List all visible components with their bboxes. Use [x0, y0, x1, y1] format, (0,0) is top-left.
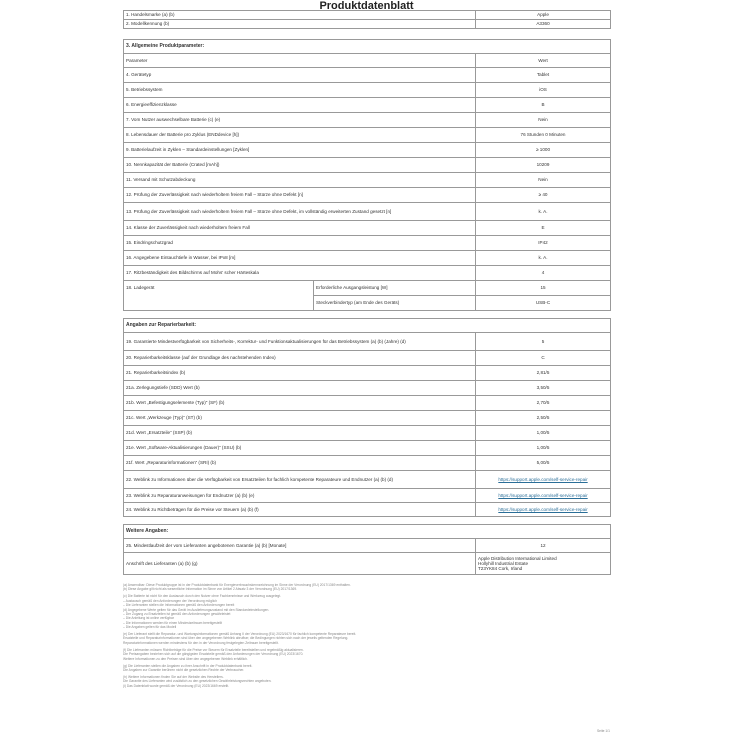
- row-label: 24. Weblink zu Richtbeträgen für die Preise vor Steuern (a) (b) (f): [124, 503, 476, 517]
- row-value: 1,00/5: [476, 426, 611, 441]
- row-label: 6. Energieeffizienzklasse: [124, 98, 476, 113]
- row-label: 21c. Wert „Werkzeuge (Typ)“ (ST) (b): [124, 411, 476, 426]
- footnotes: [123, 583, 610, 688]
- row-label: 11. Versand mit Schutzabdeckung: [124, 173, 476, 188]
- further-info-table: [123, 524, 611, 575]
- table-row: [124, 351, 611, 366]
- row-value: 4: [476, 266, 611, 281]
- footnote: (e) Der Lieferant stellt die Reparatur- und Wartungsinformationen gemäß Anhang II der Verordnung (EU) 2023/1670 für fachlich kompetente Reparateure bereit.: [123, 632, 357, 637]
- page-number: Seite 1/1: [596, 729, 610, 733]
- row-label: 20. Reparierbarkeitsklasse (auf der Grundlage des nachstehenden Index): [124, 351, 476, 366]
- section-header: [124, 525, 611, 539]
- row-label: 21f. Wert „Reparaturinformationen“ (SRI) (b): [124, 456, 476, 471]
- row-label: 21d. Wert „Ersatzteile“ (SSP) (b): [124, 426, 476, 441]
- footnote: (d) Angegebene Werte gelten für das Gerät im Auslieferungszustand mit den Standardeinstellungen.: [123, 607, 270, 612]
- row-label: 21a. Zerlegungstiefe (SDD) Wert (b): [124, 381, 476, 396]
- address-line: Hollyhill Industrial Estate: [478, 560, 529, 566]
- footnote: – Der Zugang zu Ersatzteilen ist gemäß den Anforderungen gewährleistet: [123, 611, 231, 616]
- footnote: – Die Informationen werden für einen Mindestzeitraum bereitgestellt: [123, 620, 222, 625]
- row-label: 21. Reparierbarkeitsindex (b): [124, 366, 476, 381]
- row-label: 14. Klasse der Zuverlässigkeit nach wiederholtem freiem Fall: [124, 221, 476, 236]
- table-row: [124, 221, 611, 236]
- charger-sub-label: Steckverbindertyp (am Ende des Geräts): [314, 296, 476, 311]
- footnote: (b) Diese Angabe gilt nicht als wesentliche Information im Sinne von Artikel 2 Absatz 3 der Verordnung (EU) 2017/1369.: [123, 587, 298, 592]
- row-label: 10. Nennkapazität der Batterie (Crated [mAh]): [124, 158, 476, 173]
- supplier-address: [476, 553, 611, 575]
- footnote: – Die Anleitung ist online verfügbar: [123, 616, 174, 621]
- footnote: Ersatzteile und Reparaturinformationen sind über den angegebenen Weblink abrufbar; die Bedingungen richten sich nach der jeweils geltenden Regelung.: [123, 636, 349, 641]
- table-row: [124, 113, 611, 128]
- charger-label: 18. Ladegerät: [124, 281, 314, 311]
- table-row: [124, 539, 611, 553]
- table-row: [124, 471, 611, 489]
- table-row: [124, 236, 611, 251]
- footnote: (f) Die Lieferanten müssen Richtbeträge für die Preise vor Steuern für Ersatzteile bereitstellen und regelmäßig aktualisieren.: [123, 647, 304, 652]
- row-value: Nein: [476, 173, 611, 188]
- section-title: Weitere Angaben:: [124, 525, 611, 539]
- table-row: [124, 251, 611, 266]
- footnote: Die Garantie des Lieferanten wird zusätzlich zu den gesetzlichen Gewährleistungsrechten angeboten.: [123, 679, 272, 684]
- section-header: [124, 40, 611, 54]
- row-value: 12: [476, 539, 611, 553]
- row-label: 15. Eindringschutzgrad: [124, 236, 476, 251]
- row-value: ≥ 40: [476, 188, 611, 203]
- table-header: [124, 54, 611, 68]
- address-line: Apple Distribution International Limited: [478, 555, 557, 561]
- row-label: 21b. Wert „Befestigungselemente (Typ)“ (SF) (b): [124, 396, 476, 411]
- footnote: – Austausch gemäß den Anforderungen der Verordnung möglich: [123, 598, 218, 603]
- row-value: k. A.: [476, 251, 611, 266]
- table-row: [124, 203, 611, 221]
- row-value: A3360: [476, 20, 611, 29]
- footnote: (g) Die Lieferanten stellen die Angaben zu ihrer Anschrift in der Produktdatenbank bereit.: [123, 663, 253, 668]
- row-label: 23. Weblink zu Reparaturanweisungen für Endnutzer (a) (b) (e): [124, 489, 476, 503]
- row-label: 13. Prüfung der Zuverlässigkeit nach wiederholtem freiem Fall – Stürze ohne Defekt, im vollständig erweiterten Zustand gesetzt [n]: [124, 203, 476, 221]
- row-label: 21e. Wert „Software-Aktualisierungen (Dauer)“ (SSU) (b): [124, 441, 476, 456]
- footnote: Weitere Informationen zu den Preisen sind über den angegebenen Weblink erhältlich.: [123, 656, 248, 661]
- datasheet-page: [123, 0, 610, 575]
- row-label: 19. Garantierte Mindestverfügbarkeit von Sicherheits-, Korrektur- und Funktionsaktualisierungen für das Betriebssystem (a) (b) (Jahre) (d): [124, 333, 476, 351]
- table-row: [124, 98, 611, 113]
- row-value: E: [476, 221, 611, 236]
- charger-sub-value: USB-C: [476, 296, 611, 311]
- row-value: iOS: [476, 83, 611, 98]
- row-label: 7. Vom Nutzer auswechselbare Batterie (c) (e): [124, 113, 476, 128]
- row-label: 5. Betriebssystem: [124, 83, 476, 98]
- footnote: (c) Die Batterie ist nicht für den Austausch durch den Nutzer ohne Fachkenntnisse und Werkzeug ausgelegt.: [123, 594, 282, 599]
- table-row: [124, 173, 611, 188]
- column-header-value: Wert: [476, 54, 611, 68]
- table-row: [124, 381, 611, 396]
- row-value: 5: [476, 333, 611, 351]
- table-row: [124, 188, 611, 203]
- table-row: [124, 143, 611, 158]
- row-value: 2,81/5: [476, 366, 611, 381]
- row-value: k. A.: [476, 203, 611, 221]
- row-value: 76 Stunden 0 Minuten: [476, 128, 611, 143]
- row-label: 25. Mindestlaufzeit der vom Lieferanten angebotenen Garantie (a) (b) [Monate]: [124, 539, 476, 553]
- price-info-link[interactable]: https://support.apple.com/self-service-repair: [498, 506, 588, 512]
- table-row: [124, 411, 611, 426]
- footnote: – Die Lieferanten stellen die Informationen gemäß den Anforderungen bereit: [123, 603, 235, 608]
- table-row: [124, 266, 611, 281]
- row-label: 12. Prüfung der Zuverlässigkeit nach wiederholtem freiem Fall – Stürze ohne Defekt [n]: [124, 188, 476, 203]
- table-row: [124, 366, 611, 381]
- footnote: – Die Angaben gelten für das Modell: [123, 625, 177, 630]
- row-value: 10209: [476, 158, 611, 173]
- column-header-parameter: Parameter: [124, 54, 476, 68]
- row-label: 8. Lebensdauer der Batterie pro Zyklus (ENDdevice [h]): [124, 128, 476, 143]
- section-title: Angaben zur Reparierbarkeit:: [124, 319, 611, 333]
- footnote: Die Angaben zur Garantie berühren nicht die gesetzlichen Rechte der Verbraucher.: [123, 667, 245, 672]
- table-row: [124, 426, 611, 441]
- section-header: [124, 319, 611, 333]
- row-value: 3,50/5: [476, 381, 611, 396]
- table-row: [124, 441, 611, 456]
- footnote: (a) Anwendbar: Diese Produktgruppe ist in der Produktdatenbank für Energieverbrauchskennzeichnung im Sinne der Verordnung (EU) 2017/1369 enthalten.: [123, 583, 351, 587]
- table-row: [124, 281, 611, 296]
- footnote: Reparaturinformationen werden mindestens für den in der Verordnung festgelegten Zeitraum bereitgestellt.: [123, 640, 279, 645]
- row-label: 16. Angegebene Eintauchtiefe in Wasser, bei IPx8 [m]: [124, 251, 476, 266]
- table-row: [124, 333, 611, 351]
- row-value: Apple: [476, 11, 611, 20]
- row-label: 1. Handelsmarke (a) (b): [124, 11, 476, 20]
- row-value: 5,00/5: [476, 456, 611, 471]
- table-row: [124, 158, 611, 173]
- repair-instructions-link[interactable]: https://support.apple.com/self-service-repair: [498, 492, 588, 498]
- general-parameters-table: [123, 39, 611, 311]
- table-row: [124, 503, 611, 517]
- row-label: 4. Gerätetyp: [124, 68, 476, 83]
- repairability-table: [123, 318, 611, 517]
- table-row: [124, 553, 611, 575]
- page-title: Produktdatenblatt: [319, 0, 414, 12]
- section-title: 3. Allgemeine Produktparameter:: [124, 40, 611, 54]
- footnote: (h) Weitere Informationen finden Sie auf der Website des Herstellers.: [123, 674, 224, 679]
- table-row: [124, 456, 611, 471]
- row-value: Nein: [476, 113, 611, 128]
- charger-sub-value: 15: [476, 281, 611, 296]
- row-label: 2. Modellkennung (b): [124, 20, 476, 29]
- supplier-label: Anschrift des Lieferanten (a) (b) (g): [124, 553, 476, 575]
- row-value: 2,50/5: [476, 411, 611, 426]
- table-row: [124, 83, 611, 98]
- row-value: IP42: [476, 236, 611, 251]
- row-value: 1,00/5: [476, 441, 611, 456]
- footnote: (i) Das Datenblatt wurde gemäß der Verordnung (EU) 2023/1669 erstellt.: [123, 683, 230, 688]
- address-line: T23YK84 Cork, Irland: [478, 566, 523, 572]
- table-row: [124, 68, 611, 83]
- row-label: 9. Batterielaufzeit in Zyklen – Standardeinstellungen [Zyklen]: [124, 143, 476, 158]
- row-value: ≥ 1000: [476, 143, 611, 158]
- table-row: [124, 396, 611, 411]
- row-value: C: [476, 351, 611, 366]
- brand-table: [123, 10, 611, 29]
- footnote: Die Preisangaben beziehen sich auf die gängigsten Ersatzteile gemäß den Anforderungen der Verordnung (EU) 2023/1670.: [123, 652, 304, 657]
- table-row: [124, 128, 611, 143]
- spare-parts-link[interactable]: https://support.apple.com/self-service-repair: [498, 476, 588, 482]
- row-value: 2,70/5: [476, 396, 611, 411]
- table-row: [124, 489, 611, 503]
- row-value: Tablet: [476, 68, 611, 83]
- row-label: 17. Ritzbeständigkeit des Bildschirms auf Mohs' scher Härteskala: [124, 266, 476, 281]
- table-row: [124, 20, 611, 29]
- charger-sub-label: Erforderliche Ausgangsleistung [W]: [314, 281, 476, 296]
- row-value: B: [476, 98, 611, 113]
- row-label: 22. Weblink zu Informationen über die Verfügbarkeit von Ersatzteilen für fachlich kompetente Reparateure und Endnutzer (a) (b) (d): [124, 471, 476, 489]
